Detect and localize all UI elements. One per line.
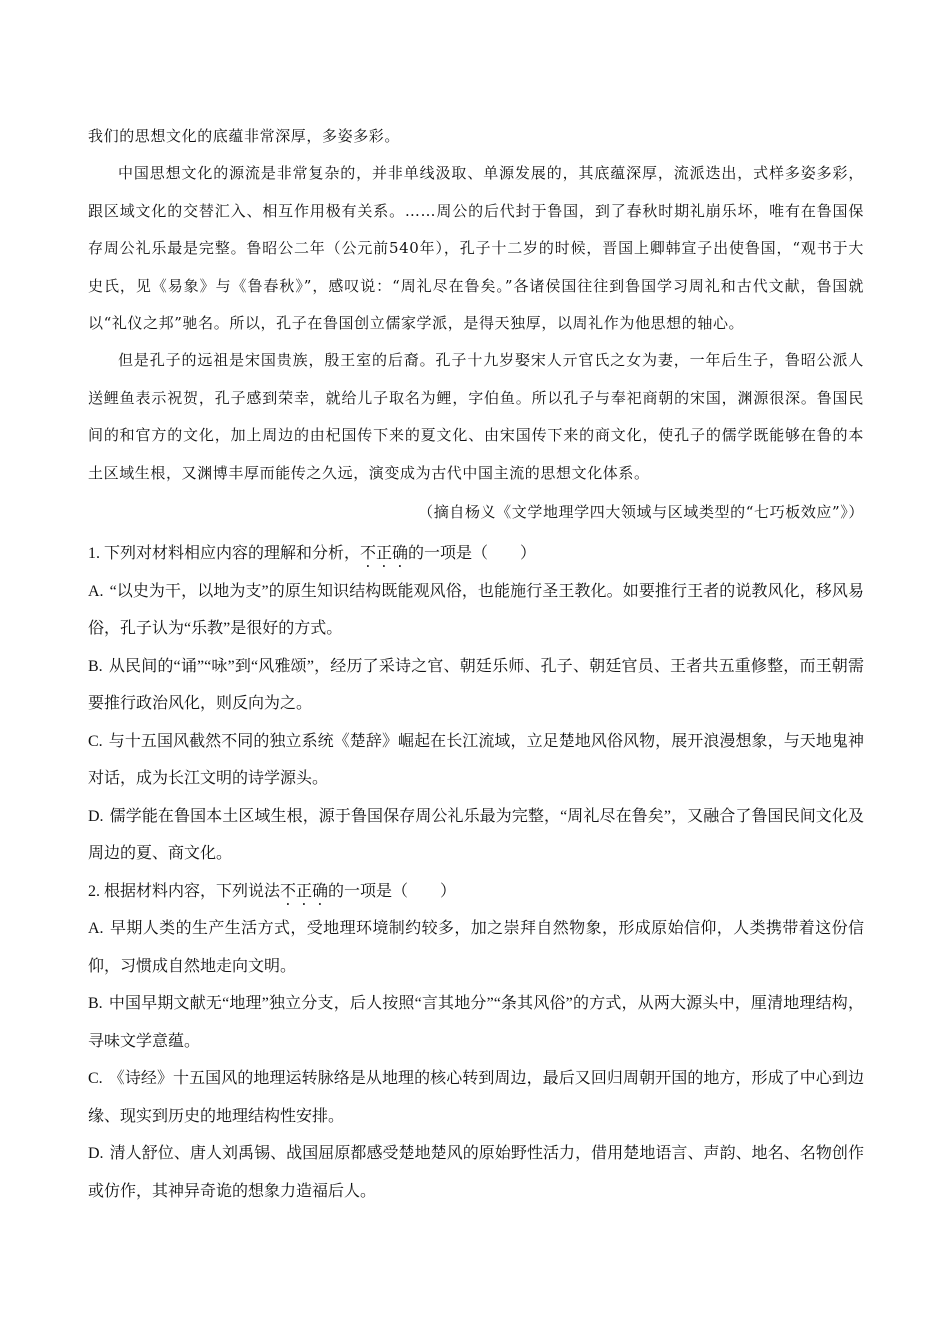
- question-2-option-d[interactable]: D. 清人舒位、唐人刘禹锡、战国屈原都感受楚地楚风的原始野性活力，借用楚地语言、声韵、地名、名物创作或仿作，其神异奇诡的想象力造福后人。: [88, 1145, 864, 1200]
- passage-paragraph: 但是孔子的远祖是宋国贵族，殷王室的后裔。孔子十九岁娶宋人亓官氏之女为妻，一年后生子，鲁昭公派人送鲤鱼表示祝贺，孔子感到荣幸，就给儿子取名为鲤，字伯鱼。所以孔子与奉祀商朝的宋国，渊源很深。鲁国民间的和官方的文化，加上周边的由杞国传下来的夏文化、由宋国传下来的商文化，使孔子的儒学既能够在鲁的本土区域生根，又渊博丰厚而能传之久远，演变成为古代中国主流的思想文化体系。: [88, 351, 864, 482]
- emphasis-text: 不正确: [280, 882, 329, 900]
- passage-paragraph: 我们的思想文化的底蕴非常深厚，多姿多彩。: [88, 127, 401, 145]
- question-2-option-c[interactable]: C. 《诗经》十五国风的地理运转脉络是从地理的核心转到周边，最后又回归周朝开国的地方，形成了中心到边缘、现实到历史的地理结构性安排。: [88, 1070, 864, 1125]
- question-2-stem: 2. 根据材料内容，下列说法不正确的一项是（ ）: [88, 882, 457, 900]
- emphasis-text: 不正确: [360, 545, 409, 563]
- question-2-option-b[interactable]: B. 中国早期文献无“地理”独立分支，后人按照“言其地分”“条其风俗”的方式，从两大源头中，厘清地理结构，寻味文学意蕴。: [88, 995, 864, 1050]
- question-1-option-a[interactable]: A. “以史为干，以地为支”的原生知识结构既能观风俗，也能施行圣王教化。如要推行王者的说教风化，移风易俗，孔子认为“乐教”是很好的方式。: [88, 582, 864, 638]
- question-2-option-a[interactable]: A. 早期人类的生产生活方式，受地理环境制约较多，加之崇拜自然物象，形成原始信仰，人类携带着这份信仰，习惯成自然地走向文明。: [88, 920, 864, 975]
- page-content: [88, 118, 864, 1210]
- question-1-stem: 1. 下列对材料相应内容的理解和分析，不正确的一项是（ ）: [88, 545, 537, 563]
- passage-source: （摘自杨义《文学地理学四大领域与区域类型的“七巧板效应”》）: [418, 503, 864, 522]
- question-list: [88, 535, 864, 1210]
- reading-passage: [88, 118, 864, 531]
- question-1-option-c[interactable]: C. 与十五国风截然不同的独立系统《楚辞》崛起在长江流域，立足楚地风俗风物，展开浪漫想象，与天地鬼神对话，成为长江文明的诗学源头。: [88, 732, 864, 788]
- question-1-option-d[interactable]: D. 儒学能在鲁国本土区域生根，源于鲁国保存周公礼乐最为完整，“周礼尽在鲁矣”，又融合了鲁国民间文化及周边的夏、商文化。: [88, 807, 864, 863]
- passage-paragraph: 中国思想文化的源流是非常复杂的，并非单线汲取、单源发展的，其底蕴深厚，流派迭出，式样多姿多彩，跟区域文化的交替汇入、相互作用极有关系。……周公的后代封于鲁国，到了春秋时期礼崩乐坏，唯有在鲁国保存周公礼乐最是完整。鲁昭公二年（公元前540年），孔子十二岁的时候，晋国上卿韩宣子出使鲁国，“观书于大史氏，见《易象》与《鲁春秋》”，感叹说：“周礼尽在鲁矣。”各诸侯国往往到鲁国学习周礼和古代文献，鲁国就以“礼仪之邦”驰名。所以，孔子在鲁国创立儒家学派，是得天独厚，以周礼作为他思想的轴心。: [88, 164, 864, 333]
- question-1-option-b[interactable]: B. 从民间的“诵”“咏”到“风雅颂”，经历了采诗之官、朝廷乐师、孔子、朝廷官员、王者共五重修整，而王朝需要推行政治风化，则反向为之。: [88, 657, 864, 713]
